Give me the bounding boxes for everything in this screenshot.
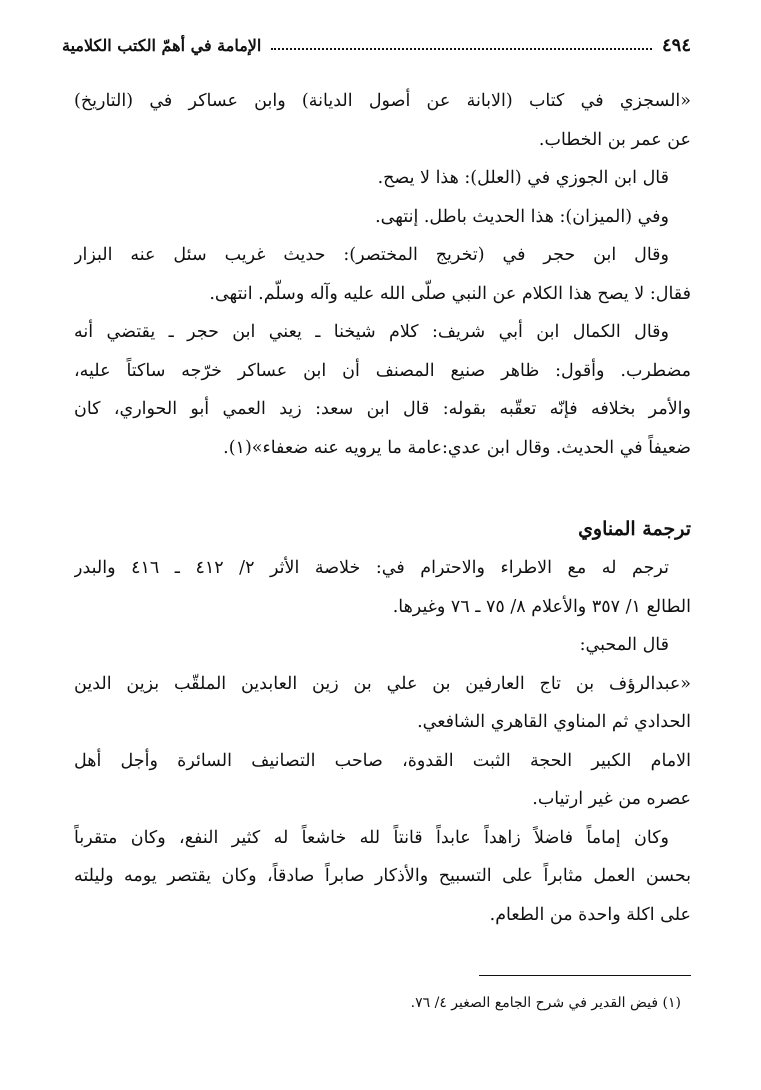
body-line: عصره من غير ارتياب. [532,789,691,809]
body-line: ضعيفاً في الحديث. وقال ابن عدي:عامة ما يرويه عنه ضعفاء»(١). [223,437,691,458]
body-line: عن عمر بن الخطاب. [538,129,691,150]
body-line: وكان إماماً فاضلاً زاهداً عابداً قانتاً لله خاشعاً له كثير النفع، وكان متقرباً [74,827,669,848]
body-line: قال ابن الجوزي في (العلل): هذا لا يصح. [377,168,669,188]
body-line: على اكلة واحدة من الطعام. [489,904,691,925]
footnote-separator [479,975,691,976]
body-line: الامام الكبير الحجة الثبت القدوة، صاحب التصانيف السائرة وأجل أهل [74,750,691,771]
section-title: ترجمة المناوي [578,518,691,540]
body-line: وقال الكمال ابن أبي شريف: كلام شيخنا ـ يعني ابن حجر ـ يقتضي أنه [74,322,669,342]
page-header [62,30,691,60]
footnote: (١) فيض القدير في شرح الجامع الصغير ٤/ ٧٦. [410,995,681,1011]
body-line: وفي (الميزان): هذا الحديث باطل. إنتهى. [375,206,669,227]
page-number: ٤٩٤ [661,34,691,56]
body-line: «السجزي في كتاب (الابانة عن أصول الديانة) وابن عساكر في (التاريخ) [74,91,691,111]
body-line: وقال ابن حجر في (تخريج المختصر): حديث غريب سئل عنه البزار [74,245,669,265]
body-line: الحدادي ثم المناوي القاهري الشافعي. [417,712,691,732]
page-body [74,82,691,934]
body-line: فقال: لا يصح هذا الكلام عن النبي صلّى الله عليه وآله وسلّم. انتهى. [209,283,691,304]
body-line: «عبدالرؤف بن تاج العارفين بن علي بن زين العابدين الملقّب بزين الدين [74,673,691,694]
body-line: مضطرب. وأقول: ظاهر صنيع المصنف أن ابن عساكر خرّجه ساكتاً عليه، [74,360,691,381]
section-spacer [74,467,691,509]
body-line: والأمر بخلافه فإنّه تعقّبه بقوله: قال ابن سعد: زيد العمي أبو الحواري، كان [74,399,691,419]
body-line: الطالع ١/ ٣٥٧ والأعلام ٨/ ٧٥ ـ ٧٦ وغيرها. [392,596,691,617]
running-title: الإمامة في أهمّ الكتب الكلامية [62,35,262,55]
body-line: قال المحبي: [579,635,669,655]
body-line: بحسن العمل مثابراً على التسبيح والأذكار صابراً صادقاً، وكان يقتصر يومه وليلته [74,866,691,886]
body-line: ترجم له مع الاطراء والاحترام في: خلاصة الأثر ٢/ ٤١٢ ـ ٤١٦ والبدر [74,558,669,578]
header-dotted-leader [271,48,652,50]
